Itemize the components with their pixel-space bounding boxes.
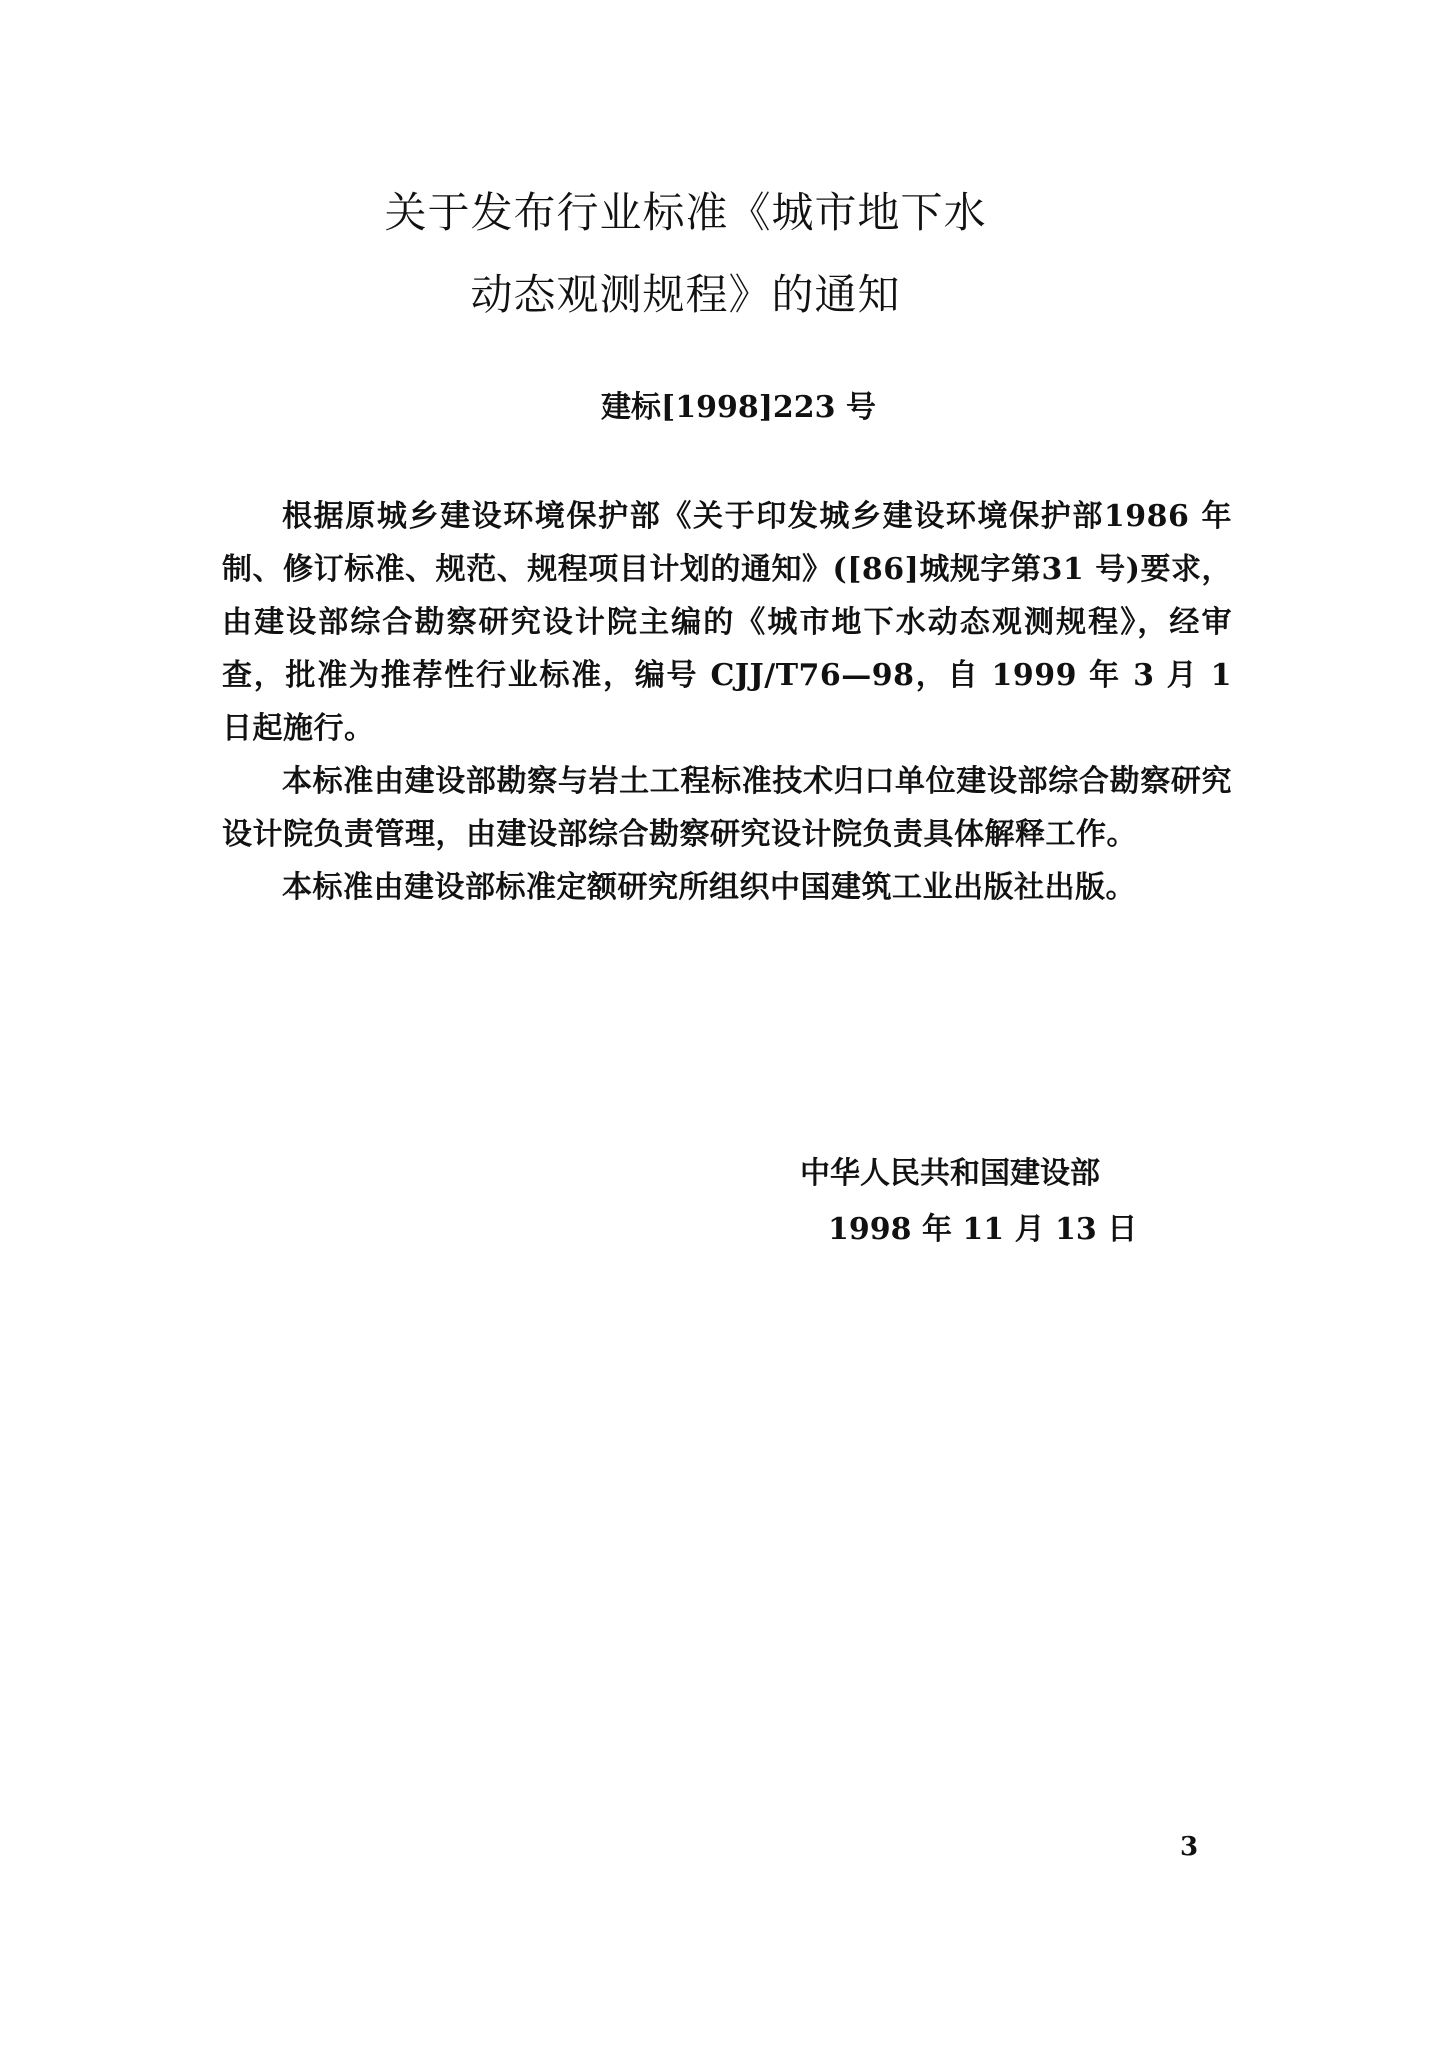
notice-body xyxy=(222,490,1232,914)
paragraph-1: 根据原城乡建设环境保护部《关于印发城乡建设环境保护部1986 年制、修订标准、规范、规程项目计划的通知》([86]城规字第31 号)要求，由建设部综合勘察研究设计院主编的《城市地下水动态观测规程》，经审查，批准为推荐性行业标准，编号 CJJ/T76—98，自 1999 年 3 月 1 日起施行。 xyxy=(222,499,1232,746)
document-number: 建标[1998]223 号 xyxy=(601,390,876,425)
paragraph-2: 本标准由建设部勘察与岩土工程标准技术归口单位建设部综合勘察研究设计院负责管理，由建设部综合勘察研究设计院负责具体解释工作。 xyxy=(222,764,1232,852)
page-number: 3 xyxy=(1180,1832,1199,1862)
signature-organization: 中华人民共和国建设部 xyxy=(800,1156,1100,1191)
title-line-2: 动态观测规程》的通知 xyxy=(470,270,901,319)
paragraph-3: 本标准由建设部标准定额研究所组织中国建筑工业出版社出版。 xyxy=(282,870,1136,905)
signature-block xyxy=(800,1146,1180,1258)
signature-date: 1998 年 11 月 13 日 xyxy=(828,1212,1138,1247)
title-line-1: 关于发布行业标准《城市地下水 xyxy=(384,188,987,237)
